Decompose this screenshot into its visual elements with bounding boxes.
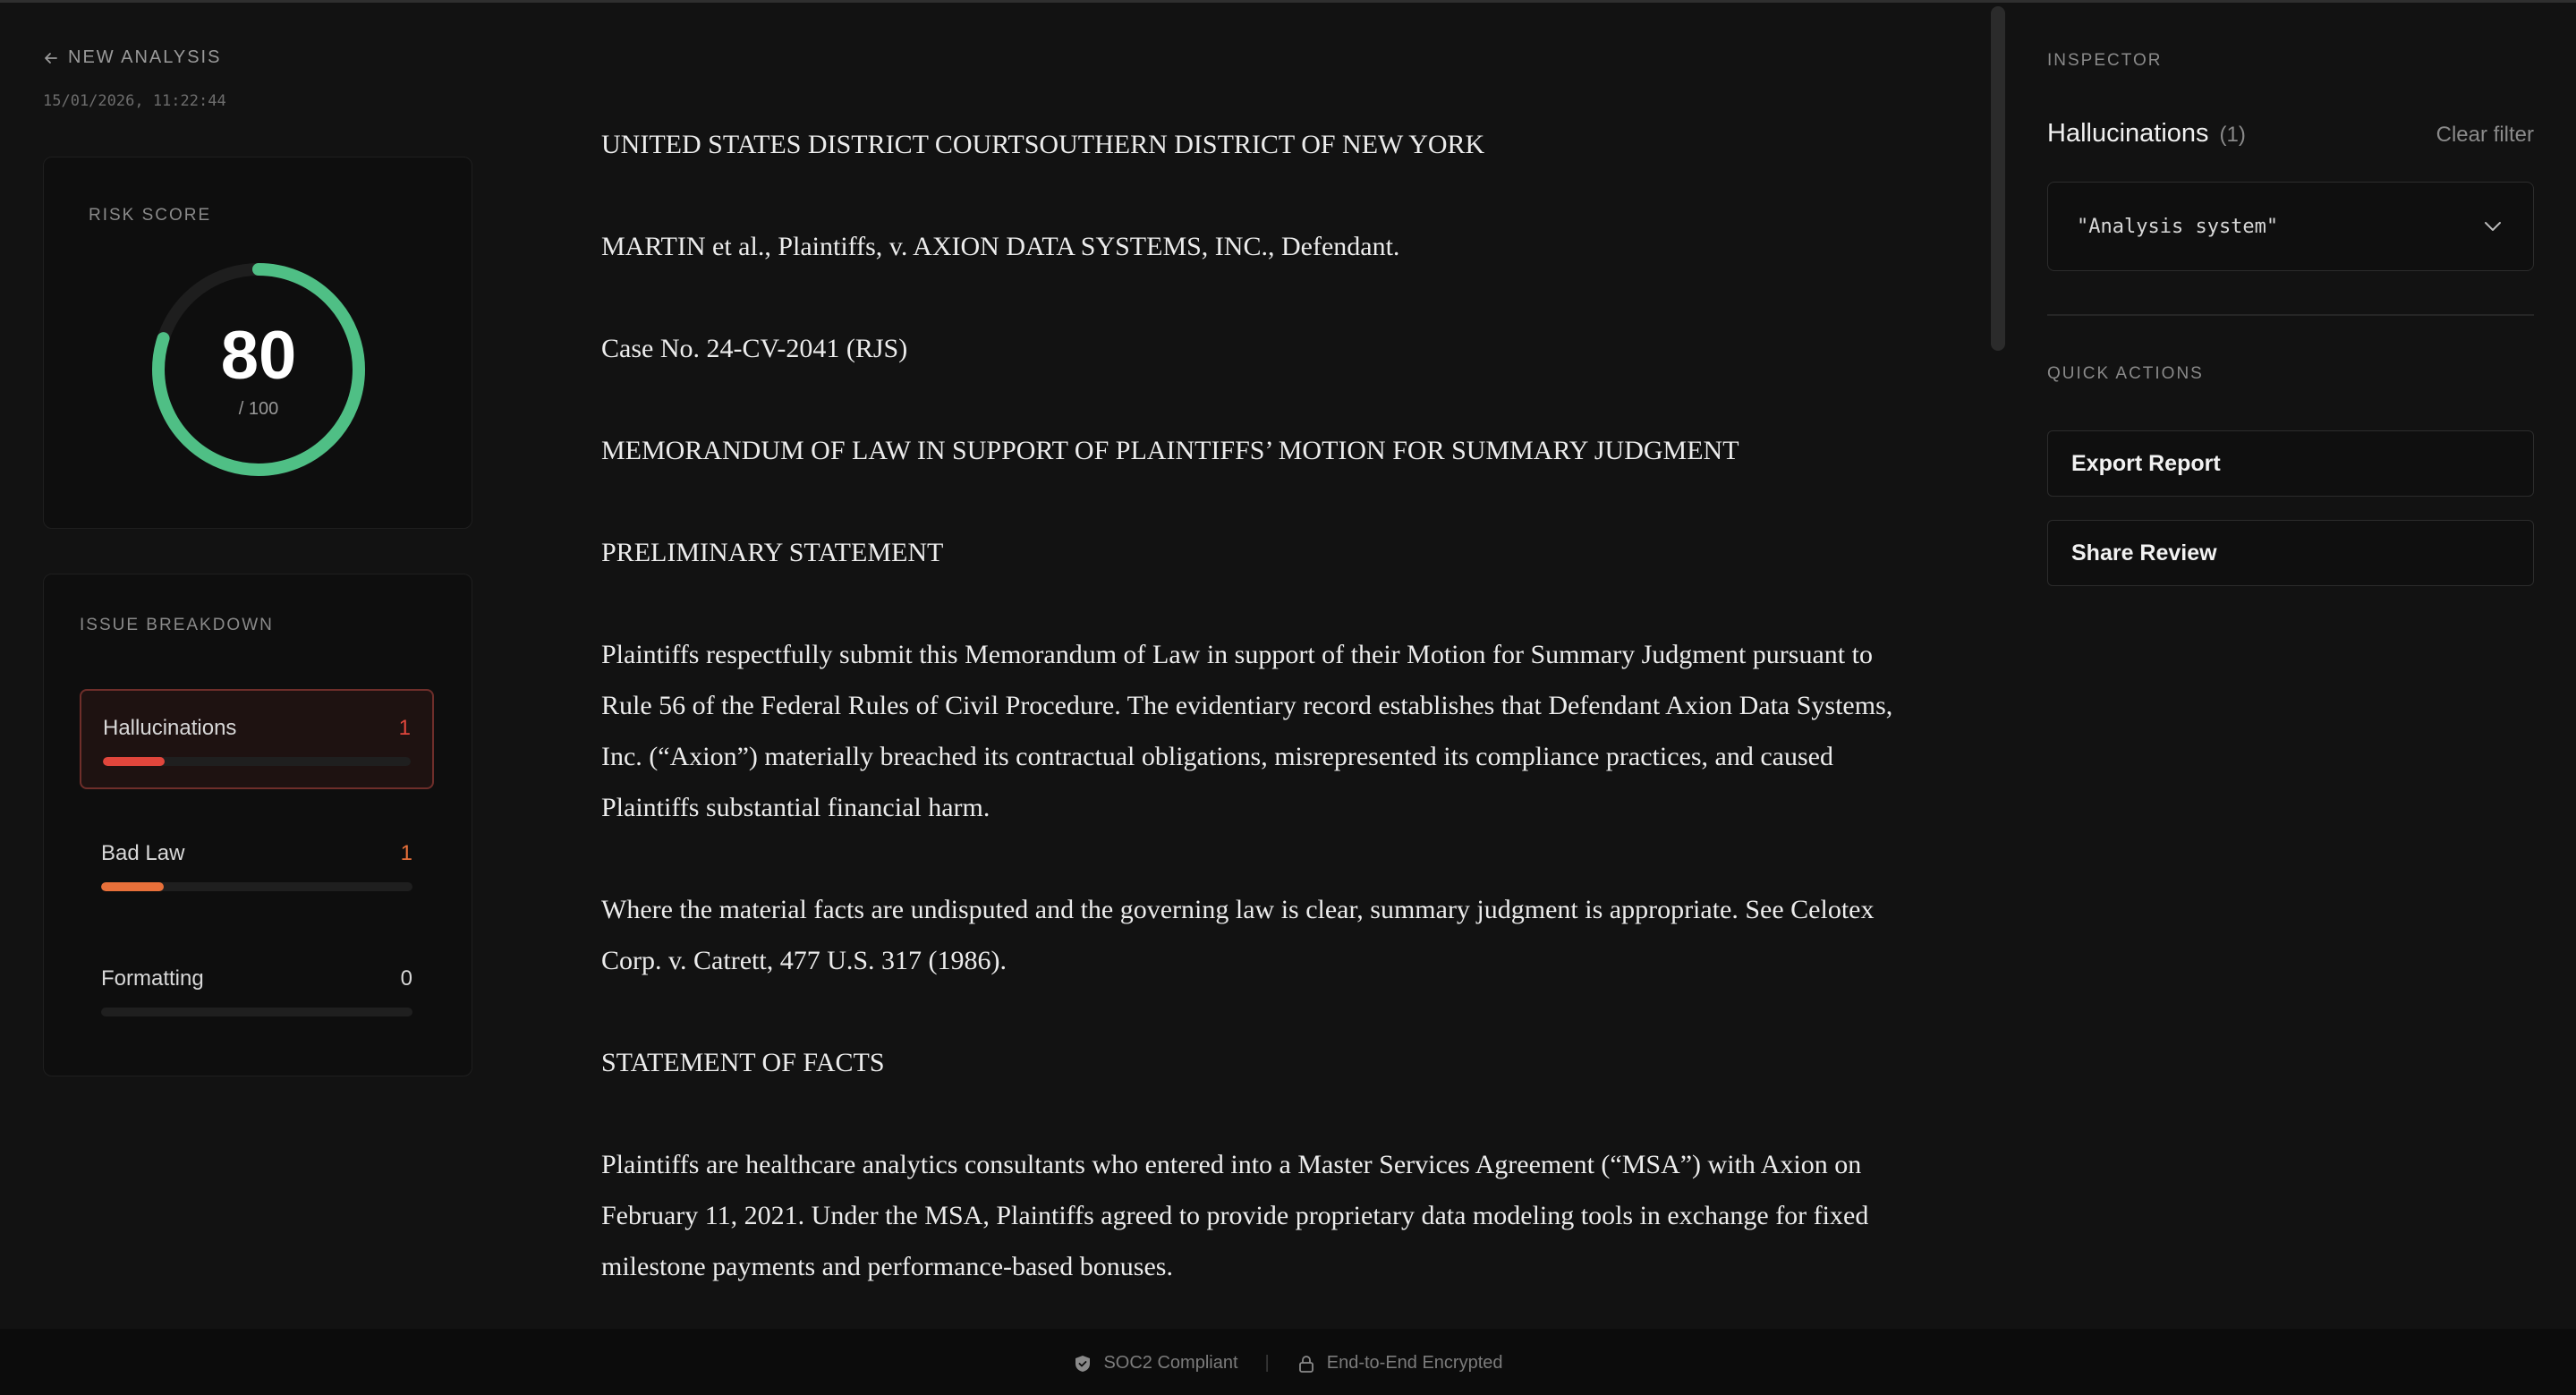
issue-breakdown-card bbox=[43, 574, 472, 1076]
shield-check-icon bbox=[1073, 1354, 1092, 1374]
doc-paragraph: Plaintiffs respectfully submit this Memorandum of Law in support of their Motion for Summary Judgment pursuant to Rule 56 of the Federal Rules of Civil Procedure. The evidentiary record establishes that Defendant Axion Data Systems, Inc. (“Axion”) materially breached its contractual obligations, misrepresented its compliance practices, and caused Plaintiffs substantial financial harm. bbox=[601, 640, 1893, 822]
risk-score-gauge bbox=[147, 258, 370, 481]
issue-select-dropdown[interactable] bbox=[2047, 182, 2534, 271]
document-viewer bbox=[601, 119, 1917, 1343]
issue-count: 0 bbox=[400, 966, 412, 991]
issue-bar-fill bbox=[101, 882, 164, 891]
issue-formatting[interactable] bbox=[80, 941, 434, 1042]
issue-bar-track bbox=[101, 1008, 412, 1016]
arrow-left-icon bbox=[43, 50, 59, 66]
issue-bar-fill bbox=[103, 757, 165, 766]
analysis-timestamp: 15/01/2026, 11:22:44 bbox=[43, 92, 226, 110]
issue-name: Formatting bbox=[101, 966, 204, 991]
share-review-button[interactable]: Share Review bbox=[2047, 520, 2534, 586]
footer-bar bbox=[0, 1329, 2576, 1395]
encryption-label: End-to-End Encrypted bbox=[1326, 1353, 1503, 1373]
doc-parties: MARTIN et al., Plaintiffs, v. AXION DATA SYSTEMS, INC., Defendant. bbox=[601, 232, 1400, 261]
issue-name: Hallucinations bbox=[103, 716, 237, 740]
issue-hallucinations[interactable] bbox=[80, 689, 434, 789]
issue-count: 1 bbox=[398, 716, 411, 740]
inspector-title bbox=[2047, 119, 2246, 149]
issue-name: Bad Law bbox=[101, 841, 185, 865]
new-analysis-link[interactable] bbox=[43, 47, 221, 68]
risk-score-card bbox=[43, 157, 472, 529]
risk-score-label: RISK SCORE bbox=[89, 206, 212, 225]
inspector-title-text: Hallucinations bbox=[2047, 119, 2209, 148]
inspector-divider bbox=[2047, 314, 2534, 316]
doc-court-heading: UNITED STATES DISTRICT COURTSOUTHERN DISTRICT OF NEW YORK bbox=[601, 130, 1485, 159]
doc-memorandum-title: MEMORANDUM OF LAW IN SUPPORT OF PLAINTIFFS’ MOTION FOR SUMMARY JUDGMENT bbox=[601, 436, 1739, 465]
issue-bar-track bbox=[101, 882, 412, 891]
select-value: "Analysis system" bbox=[2077, 215, 2279, 238]
risk-score-value: 80 bbox=[220, 318, 297, 394]
issue-bad-law[interactable] bbox=[80, 816, 434, 916]
footer-separator: | bbox=[1264, 1353, 1270, 1373]
export-report-button[interactable]: Export Report bbox=[2047, 430, 2534, 497]
issue-count: 1 bbox=[400, 841, 412, 865]
new-analysis-label: NEW ANALYSIS bbox=[68, 47, 222, 67]
issue-bar-track bbox=[103, 757, 411, 766]
soc2-badge bbox=[1073, 1353, 1237, 1374]
inspector-label: INSPECTOR bbox=[2047, 51, 2163, 70]
inspector-count: (1) bbox=[2219, 123, 2246, 147]
chevron-down-icon bbox=[2481, 215, 2504, 238]
doc-paragraph: Plaintiffs are healthcare analytics consultants who entered into a Master Services Agreement (“MSA”) with Axion on February 11, 2021. Under the MSA, Plaintiffs agreed to provide proprietary data modeling tools in exchange for fixed milestone payments and performance-based bonuses. bbox=[601, 1150, 1869, 1281]
doc-section-heading: PRELIMINARY STATEMENT bbox=[601, 538, 944, 567]
risk-score-max: / 100 bbox=[238, 399, 279, 419]
clear-filter-button[interactable]: Clear filter bbox=[2436, 123, 2534, 147]
document-scrollbar[interactable] bbox=[1991, 6, 2005, 351]
doc-section-heading: STATEMENT OF FACTS bbox=[601, 1048, 885, 1077]
soc2-label: SOC2 Compliant bbox=[1103, 1353, 1238, 1373]
issue-breakdown-label: ISSUE BREAKDOWN bbox=[80, 616, 274, 634]
lock-icon bbox=[1297, 1354, 1316, 1374]
quick-actions-label: QUICK ACTIONS bbox=[2047, 364, 2204, 383]
doc-case-number: Case No. 24-CV-2041 (RJS) bbox=[601, 334, 908, 363]
doc-paragraph: Where the material facts are undisputed and the governing law is clear, summary judgment is appropriate. See Celotex Corp. v. Catrett, 477 U.S. 317 (1986). bbox=[601, 895, 1875, 975]
encryption-badge bbox=[1297, 1353, 1503, 1374]
